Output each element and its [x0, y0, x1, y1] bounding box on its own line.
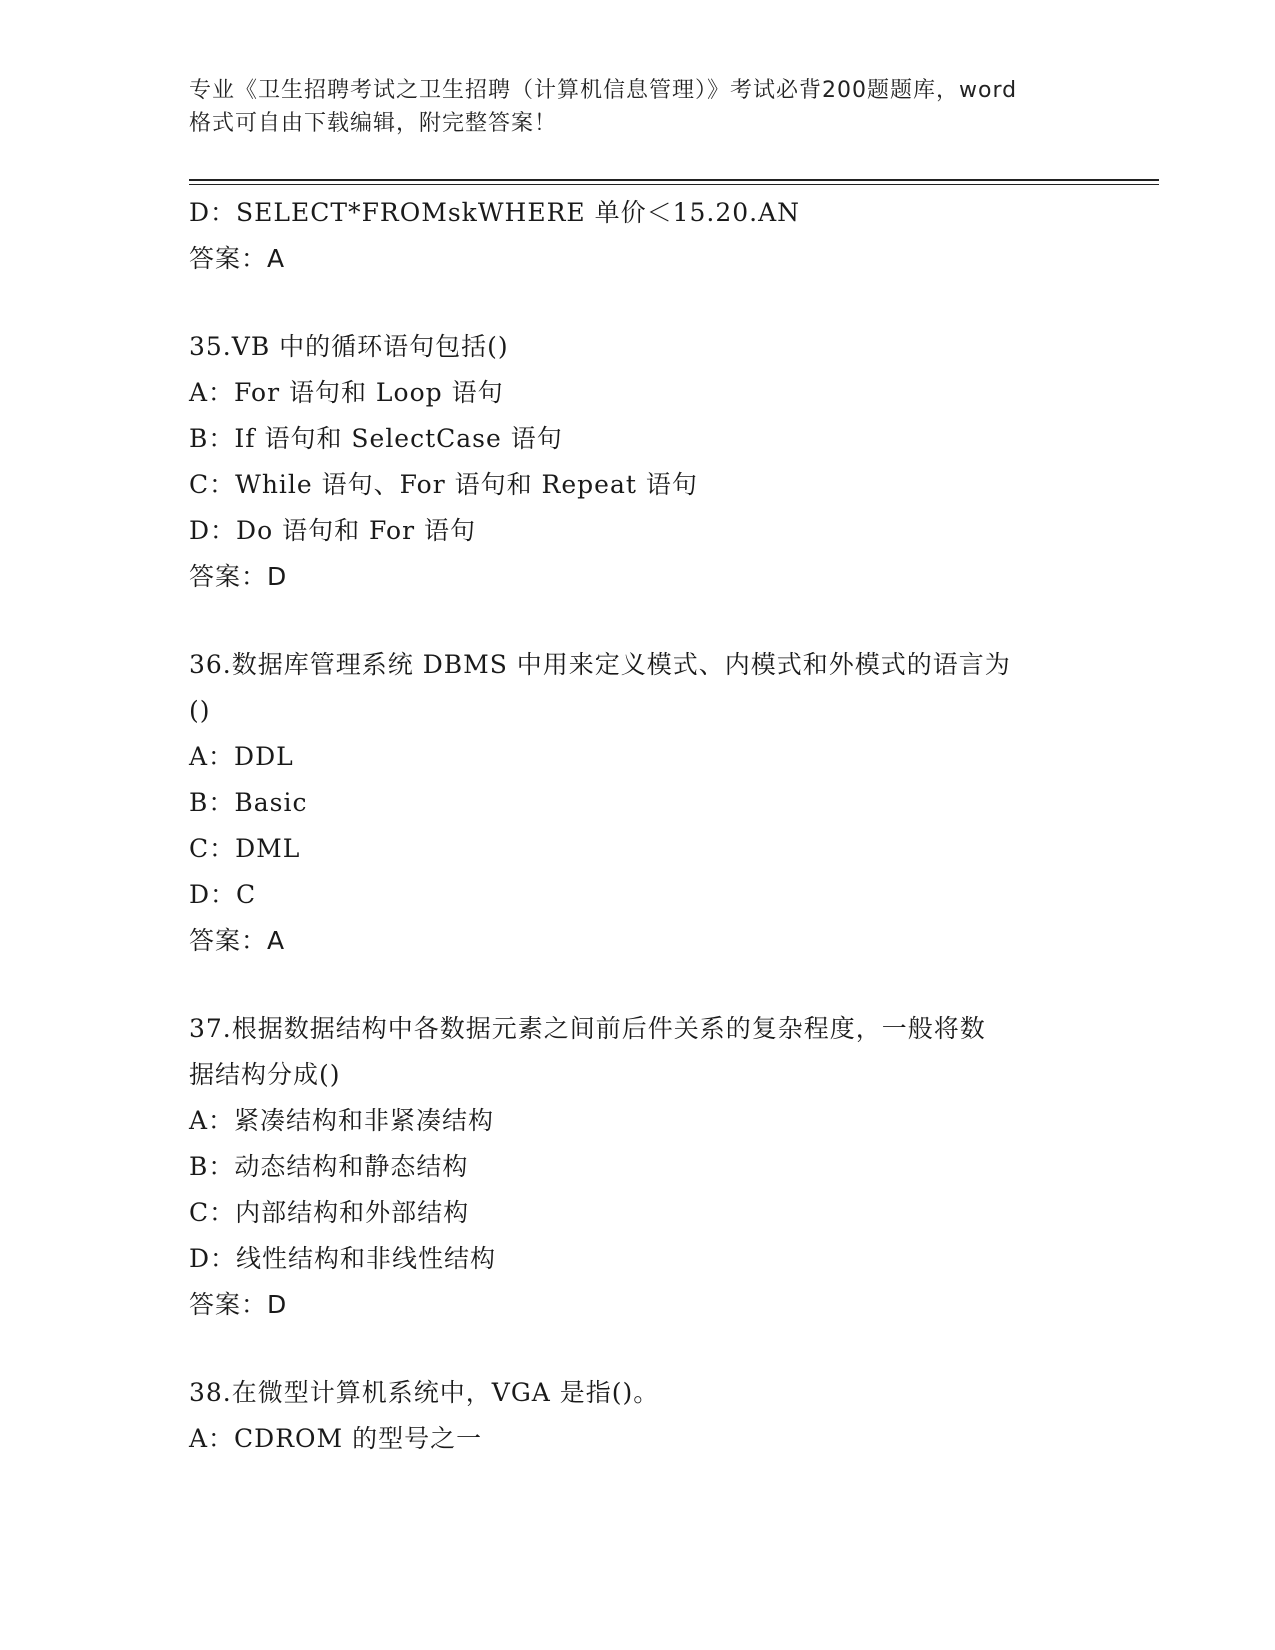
answer-line: 答案：D [189, 562, 288, 591]
question-text-line-1: 37.根据数据结构中各数据元素之间前后件关系的复杂程度，一般将数 [189, 1014, 986, 1043]
header-rule-thick [189, 179, 1159, 181]
option-a: A：CDROM 的型号之一 [189, 1424, 483, 1453]
option-d: D：C [189, 880, 257, 909]
option-c: C：内部结构和外部结构 [189, 1198, 470, 1227]
header-line-1: 专业《卫生招聘考试之卫生招聘（计算机信息管理）》考试必背200题题库，word [189, 78, 1018, 103]
question-36 [189, 642, 1089, 964]
option-b: B：动态结构和静态结构 [189, 1152, 469, 1181]
question-text-line-2: () [189, 696, 211, 725]
question-text: 35.VB 中的循环语句包括() [189, 332, 509, 361]
option-d: D：Do 语句和 For 语句 [189, 516, 476, 545]
answer-line: 答案：D [189, 1290, 288, 1319]
document-body [189, 190, 1089, 1462]
question-text-line-2: 据结构分成() [189, 1060, 341, 1089]
option-a: A：紧凑结构和非紧凑结构 [189, 1106, 495, 1135]
document-header [189, 74, 1089, 140]
question-text-line-1: 36.数据库管理系统 DBMS 中用来定义模式、内模式和外模式的语言为 [189, 650, 1011, 679]
option-c: C：DML [189, 834, 301, 863]
answer-line: 答案：A [189, 244, 286, 273]
option-b: B：If 语句和 SelectCase 语句 [189, 424, 563, 453]
option-d: D：SELECT*FROMskWHERE 单价＜15.20.AN [189, 198, 801, 227]
question-text: 38.在微型计算机系统中，VGA 是指()。 [189, 1378, 660, 1407]
question-37 [189, 1006, 1089, 1328]
question-38 [189, 1370, 1089, 1462]
header-line-2: 格式可自由下载编辑，附完整答案！ [189, 111, 558, 136]
option-b: B：Basic [189, 788, 308, 817]
option-c: C：While 语句、For 语句和 Repeat 语句 [189, 470, 698, 499]
option-a: A：DDL [189, 742, 294, 771]
answer-line: 答案：A [189, 926, 286, 955]
question-35 [189, 324, 1089, 600]
question-34-tail [189, 190, 1089, 282]
header-rule-thin [189, 184, 1159, 185]
option-a: A：For 语句和 Loop 语句 [189, 378, 504, 407]
option-d: D：线性结构和非线性结构 [189, 1244, 497, 1273]
